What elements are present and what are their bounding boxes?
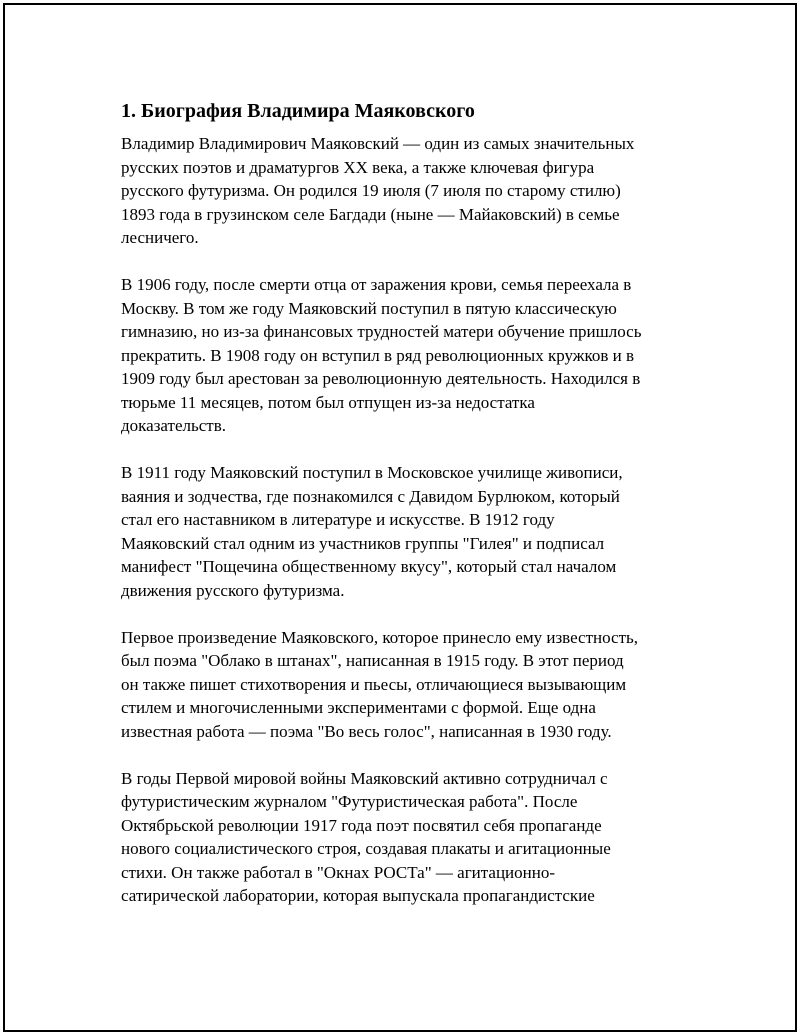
- paragraph: [121, 461, 701, 602]
- text-line: стал его наставником в литературе и искусстве. В 1912 году: [121, 510, 555, 529]
- text-line: В 1911 году Маяковский поступил в Московское училище живописи,: [121, 463, 623, 482]
- text-line: стихи. Он также работал в "Окнах РОСТа" — агитационно-: [121, 862, 556, 882]
- text-line: доказательств.: [121, 416, 226, 435]
- text-line: Владимир Владимирович Маяковский — один из самых значительных: [121, 134, 635, 153]
- text-line: футуристическим журналом "Футуристическая работа". После: [121, 792, 578, 811]
- text-line: был поэма "Облако в штанах", написанная в 1915 году. В этот период: [121, 651, 624, 670]
- text-line: русских поэтов и драматургов XX века, а также ключевая фигура: [121, 157, 595, 177]
- text-line: 1893 года в грузинском селе Багдади (ныне — Майаковский) в семье: [121, 204, 620, 224]
- paragraph: [121, 132, 701, 250]
- document-title: 1. Биография Владимира Маяковского: [121, 100, 475, 122]
- text-line: русского футуризма. Он родился 19 июля (7 июля по старому стилю): [121, 181, 621, 200]
- text-line: В годы Первой мировой войны Маяковский активно сотрудничал с: [121, 768, 608, 788]
- text-line: лесничего.: [121, 228, 199, 247]
- text-line: В 1906 году, после смерти отца от заражения крови, семья переехала в: [121, 275, 632, 294]
- text-line: движения русского футуризма.: [121, 580, 345, 600]
- text-line: Маяковский стал одним из участников группы "Гилея" и подписал: [121, 533, 605, 553]
- text-line: манифест "Пощечина общественному вкусу", который стал началом: [121, 557, 617, 576]
- text-line: он также пишет стихотворения и пьесы, отличающиеся вызывающим: [121, 674, 627, 694]
- text-line: 1909 году был арестован за революционную деятельность. Находился в: [121, 369, 641, 388]
- paragraph: [121, 626, 701, 744]
- paragraph: [121, 767, 701, 908]
- text-line: Первое произведение Маяковского, которое принесло ему известность,: [121, 627, 639, 647]
- text-line: Октябрьской революции 1917 года поэт посвятил себя пропаганде: [121, 815, 602, 835]
- paragraph-list: [121, 132, 701, 908]
- text-line: стилем и многочисленными экспериментами с формой. Еще одна: [121, 698, 596, 717]
- text-line: нового социалистического строя, создавая плакаты и агитационные: [121, 839, 611, 858]
- paragraph: [121, 273, 701, 438]
- text-line: сатирической лаборатории, которая выпускала пропагандистские: [121, 886, 595, 905]
- text-line: ваяния и зодчества, где познакомился с Давидом Бурлюком, который: [121, 486, 620, 506]
- text-line: гимназию, но из-за финансовых трудностей матери обучение пришлось: [121, 322, 642, 341]
- text-line: Москву. В том же году Маяковский поступил в пятую классическую: [121, 298, 617, 318]
- text-line: тюрьме 11 месяцев, потом был отпущен из-за недостатка: [121, 392, 535, 412]
- text-line: известная работа — поэма "Во весь голос", написанная в 1930 году.: [121, 721, 612, 741]
- text-line: прекратить. В 1908 году он вступил в ряд революционных кружков и в: [121, 345, 635, 365]
- document-body: [121, 99, 701, 931]
- page-frame: [3, 3, 797, 1032]
